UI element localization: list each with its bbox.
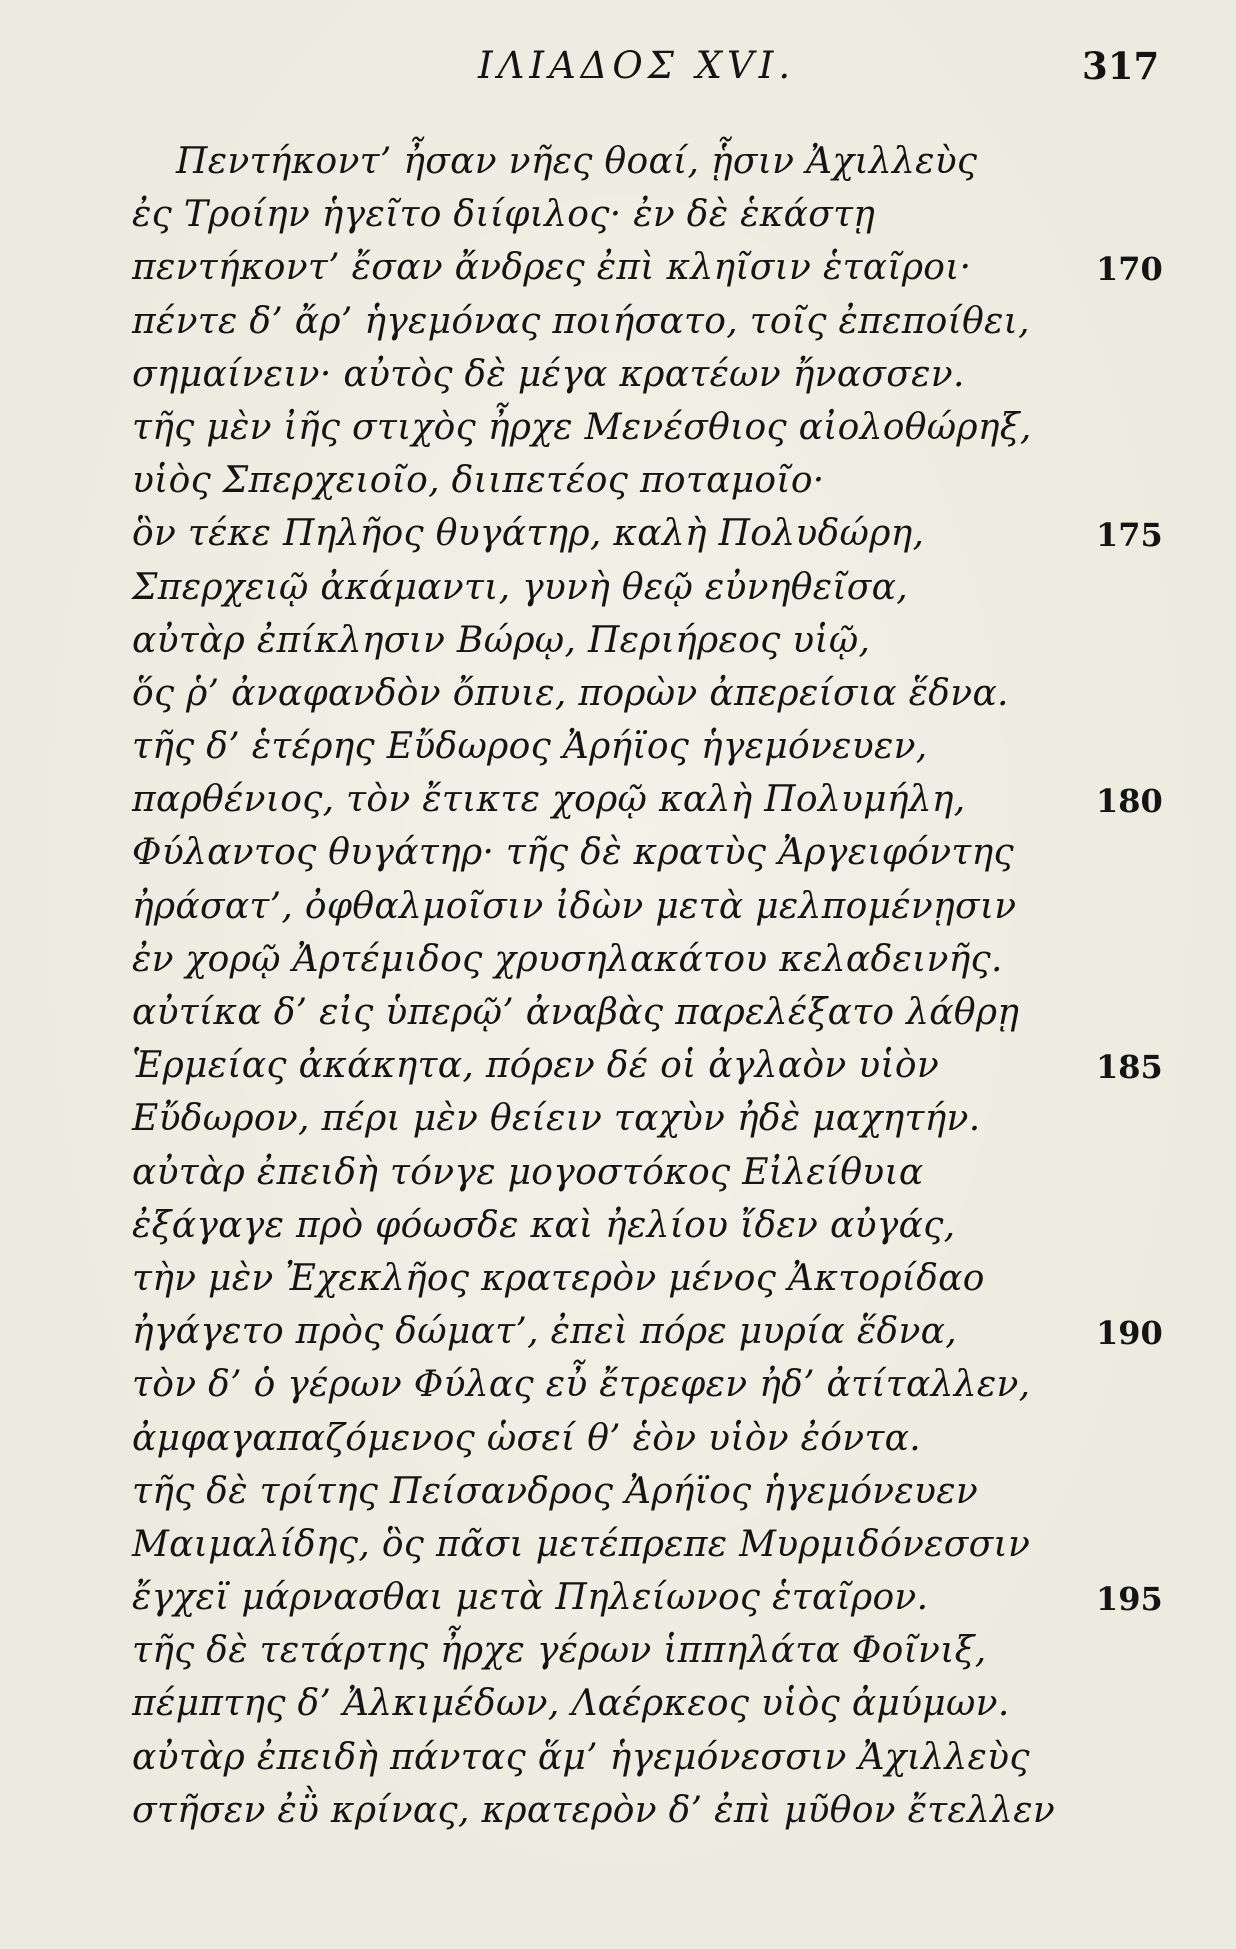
verse-text: ἠγάγετο πρὸς δώματ’, ἐπεὶ πόρε μυρία ἕδνα,	[132, 1311, 958, 1353]
verse-line	[0, 1518, 1236, 1571]
verse-block	[0, 135, 1236, 1837]
verse-line	[0, 1252, 1236, 1305]
verse-text: τῆς δὲ τετάρτης ἦρχε γέρων ἱππηλάτα Φοῖνιξ,	[132, 1630, 987, 1672]
verse-text: Σπερχειῷ ἀκάμαντι, γυνὴ θεῷ εὐνηθεῖσα,	[132, 566, 908, 608]
line-number: 170	[1096, 250, 1163, 289]
verse-text: Φύλαντος θυγάτηρ· τῆς δὲ κρατὺς Ἀργειφόντης	[132, 832, 1014, 874]
verse-text: ἐν χορῷ Ἀρτέμιδος χρυσηλακάτου κελαδεινῆς.	[132, 938, 1003, 980]
line-number: 190	[1096, 1314, 1163, 1353]
verse-line	[0, 135, 1236, 188]
verse-line	[0, 561, 1236, 614]
verse-line	[0, 188, 1236, 241]
verse-text: ἠράσατ’, ὀφθαλμοῖσιν ἰδὼν μετὰ μελπομένῃσιν	[132, 885, 1017, 927]
verse-text: τῆς μὲν ἰῆς στιχὸς ἦρχε Μενέσθιος αἰολοθώρηξ,	[132, 406, 1032, 448]
verse-line	[0, 1092, 1236, 1145]
verse-line	[0, 1465, 1236, 1518]
verse-line	[0, 1571, 1236, 1624]
verse-line	[0, 1731, 1236, 1784]
verse-line	[0, 1305, 1236, 1358]
verse-line	[0, 720, 1236, 773]
verse-line	[0, 295, 1236, 348]
verse-line	[0, 1784, 1236, 1837]
verse-line	[0, 773, 1236, 826]
verse-line	[0, 1039, 1236, 1092]
verse-line	[0, 1677, 1236, 1730]
verse-text: ὃν τέκε Πηλῆος θυγάτηρ, καλὴ Πολυδώρη,	[132, 513, 925, 555]
verse-text: ὅς ῥ’ ἀναφανδὸν ὄπυιε, πορὼν ἀπερείσια ἕδνα.	[132, 672, 1009, 714]
verse-line	[0, 1412, 1236, 1465]
page-number: 317	[1082, 44, 1160, 88]
verse-line	[0, 401, 1236, 454]
verse-text: ἐς Τροίην ἡγεῖτο διίφιλος· ἐν δὲ ἑκάστῃ	[132, 194, 876, 236]
verse-text: ἔγχεϊ μάρνασθαι μετὰ Πηλείωνος ἑταῖρον.	[132, 1577, 929, 1619]
verse-text: τῆς δ’ ἑτέρης Εὔδωρος Ἀρήϊος ἡγεμόνευεν,	[132, 726, 928, 768]
verse-line	[0, 1358, 1236, 1411]
verse-text: υἱὸς Σπερχειοῖο, διιπετέος ποταμοῖο·	[132, 460, 825, 502]
line-number: 180	[1096, 782, 1163, 821]
verse-text: πέντε δ’ ἄρ’ ἡγεμόνας ποιήσατο, τοῖς ἐπεποίθει,	[132, 300, 1030, 342]
verse-text: ἐξάγαγε πρὸ φόωσδε καὶ ἠελίου ἴδεν αὐγάς,	[132, 1204, 956, 1246]
verse-text: τὸν δ’ ὁ γέρων Φύλας εὖ ἔτρεφεν ἠδ’ ἀτίταλλεν,	[132, 1364, 1031, 1406]
verse-line	[0, 348, 1236, 401]
verse-text: αὐτὰρ ἐπειδὴ πάντας ἅμ’ ἡγεμόνεσσιν Ἀχιλλεὺς	[132, 1736, 1030, 1778]
verse-text: αὐτὰρ ἐπειδὴ τόνγε μογοστόκος Εἰλείθυια	[132, 1151, 924, 1193]
verse-text: ἀμφαγαπαζόμενος ὡσεί θ’ ἑὸν υἱὸν ἐόντα.	[132, 1417, 922, 1459]
line-number: 185	[1096, 1048, 1163, 1087]
verse-text: παρθένιος, τὸν ἔτικτε χορῷ καλὴ Πολυμήλη,	[132, 779, 966, 821]
verse-text: Ἑρμείας ἀκάκητα, πόρεν δέ οἱ ἀγλαὸν υἱὸν	[132, 1045, 940, 1087]
line-number: 195	[1096, 1580, 1163, 1619]
verse-line	[0, 933, 1236, 986]
verse-line	[0, 826, 1236, 879]
verse-text: πεντήκοντ’ ἔσαν ἄνδρες ἐπὶ κληῖσιν ἑταῖροι·	[132, 247, 972, 289]
verse-line	[0, 454, 1236, 507]
verse-text: σημαίνειν· αὐτὸς δὲ μέγα κρατέων ἤνασσεν.	[132, 353, 965, 395]
verse-line	[0, 880, 1236, 933]
verse-text: Πεντήκοντ’ ἦσαν νῆες θοαί, ᾗσιν Ἀχιλλεὺς	[176, 141, 978, 182]
running-title: ΙΛΙΑΔΟΣ XVI.	[478, 44, 796, 87]
running-head	[0, 34, 1236, 94]
verse-text: Μαιμαλίδης, ὃς πᾶσι μετέπρεπε Μυρμιδόνεσσιν	[132, 1523, 1031, 1565]
verse-text: στῆσεν ἐῢ κρίνας, κρατερὸν δ’ ἐπὶ μῦθον ἔτελλεν	[132, 1789, 1056, 1831]
verse-text: αὐτὰρ ἐπίκλησιν Βώρῳ, Περιήρεος υἱῷ,	[132, 619, 871, 661]
verse-line	[0, 1624, 1236, 1677]
verse-line	[0, 667, 1236, 720]
verse-text: πέμπτης δ’ Ἀλκιμέδων, Λαέρκεος υἱὸς ἀμύμων.	[132, 1683, 1010, 1725]
verse-line	[0, 986, 1236, 1039]
verse-text: τὴν μὲν Ἐχεκλῆος κρατερὸν μένος Ἀκτορίδαο	[132, 1257, 985, 1299]
verse-line	[0, 1199, 1236, 1252]
verse-line	[0, 241, 1236, 294]
line-number: 175	[1096, 516, 1163, 555]
verse-text: αὐτίκα δ’ εἰς ὑπερῷ’ ἀναβὰς παρελέξατο λάθρῃ	[132, 992, 1020, 1033]
verse-line	[0, 1146, 1236, 1199]
verse-line	[0, 614, 1236, 667]
verse-text: Εὔδωρον, πέρι μὲν θείειν ταχὺν ἠδὲ μαχητήν.	[132, 1098, 981, 1140]
verse-line	[0, 507, 1236, 560]
verse-text: τῆς δὲ τρίτης Πείσανδρος Ἀρήϊος ἡγεμόνευεν	[132, 1470, 979, 1512]
